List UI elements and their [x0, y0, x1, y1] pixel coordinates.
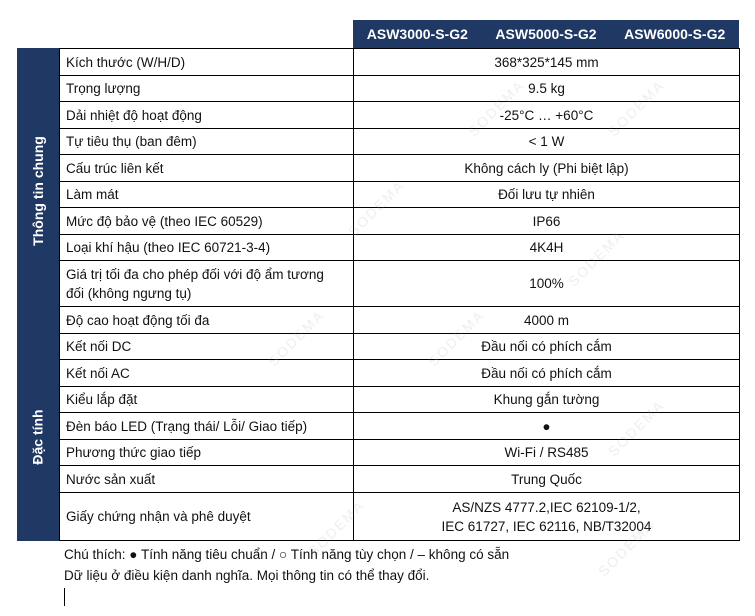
row-label: Giấy chứng nhận và phê duyệt — [60, 493, 354, 541]
row-label: Nước sản xuất — [60, 466, 354, 493]
disclaimer-note: Dữ liệu ở điều kiện danh nghĩa. Mọi thông tin có thể thay đổi. — [64, 568, 430, 583]
table-row — [60, 413, 740, 440]
spec-table — [59, 48, 740, 541]
watermark: SODEMA — [464, 76, 528, 140]
watermark: SODEMA — [424, 306, 488, 370]
watermark: SODEMA — [604, 396, 668, 460]
row-label: Độ cao hoạt động tối đa — [60, 307, 354, 334]
row-value: Đầu nối có phích cắm — [354, 334, 740, 360]
watermark: SODEMA — [594, 516, 658, 580]
table-row — [60, 155, 740, 182]
group-features-label: Đặc tính — [30, 409, 47, 465]
row-label-line-2: đối (không ngưng tụ) — [66, 285, 192, 301]
row-value: Không cách ly (Phi biệt lập) — [354, 155, 740, 182]
row-value: ● — [354, 413, 740, 440]
row-label: Kiểu lắp đặt — [60, 387, 354, 413]
row-value: 4K4H — [354, 235, 740, 261]
row-label: Kết nối DC — [60, 334, 354, 360]
watermark: SODEMA — [264, 306, 328, 370]
table-row — [60, 493, 740, 541]
table-row — [60, 76, 740, 102]
group-features — [17, 333, 59, 541]
row-value: 4000 m — [354, 307, 740, 334]
table-row — [60, 466, 740, 493]
row-value: 368*325*145 mm — [354, 49, 740, 76]
row-label: Kích thước (W/H/D) — [60, 49, 354, 76]
table-row — [60, 49, 740, 76]
row-label: Đèn báo LED (Trạng thái/ Lỗi/ Giao tiếp) — [60, 413, 354, 440]
row-value: Wi-Fi / RS485 — [354, 440, 740, 466]
watermark: SODEMA — [344, 176, 408, 240]
row-value-line-1: AS/NZS 4777.2,IEC 62109-1/2, — [452, 499, 641, 515]
table-row — [60, 387, 740, 413]
row-value — [354, 493, 740, 541]
row-value: Đối lưu tự nhiên — [354, 182, 740, 208]
table-row — [60, 360, 740, 387]
row-value: 100% — [354, 261, 740, 307]
table-row — [60, 334, 740, 360]
table-row — [60, 235, 740, 261]
row-value: Đầu nối có phích cắm — [354, 360, 740, 387]
group-general-label: Thông tin chung — [30, 135, 47, 246]
table-row — [60, 129, 740, 155]
row-label: Mức độ bảo vệ (theo IEC 60529) — [60, 208, 354, 235]
row-label: Tự tiêu thụ (ban đêm) — [60, 129, 354, 155]
row-value: 9.5 kg — [354, 76, 740, 102]
row-label: Cấu trúc liên kết — [60, 155, 354, 182]
row-value: IP66 — [354, 208, 740, 235]
group-general — [17, 48, 59, 333]
table-row — [60, 182, 740, 208]
row-label: Loại khí hậu (theo IEC 60721-3-4) — [60, 235, 354, 261]
text-cursor — [64, 588, 65, 606]
row-value-line-2: IEC 61727, IEC 62116, NB/T32004 — [441, 518, 652, 534]
table-row — [60, 208, 740, 235]
legend-note: Chú thích: ● Tính năng tiêu chuẩn / ○ Tính năng tùy chọn / – không có sẵn — [64, 547, 510, 562]
watermark: SODEMA — [304, 496, 368, 560]
model-column-1: ASW3000-S-G2 — [366, 26, 468, 42]
row-label: Dải nhiệt độ hoạt động — [60, 102, 354, 129]
row-label: Kết nối AC — [60, 360, 354, 387]
row-value: < 1 W — [354, 129, 740, 155]
table-row — [60, 261, 740, 307]
row-label: Trọng lượng — [60, 76, 354, 102]
row-value: Khung gắn tường — [354, 387, 740, 413]
footnotes — [64, 544, 509, 586]
table-row — [60, 440, 740, 466]
row-label-line-1: Giá trị tối đa cho phép đối với độ ẩm tương — [66, 266, 324, 282]
table-row — [60, 307, 740, 334]
table-row — [60, 102, 740, 129]
row-label: Phương thức giao tiếp — [60, 440, 354, 466]
model-header — [353, 20, 739, 48]
watermark: SODEMA — [604, 76, 668, 140]
row-value: Trung Quốc — [354, 466, 740, 493]
model-column-2: ASW5000-S-G2 — [495, 26, 597, 42]
watermark: SODEMA — [564, 226, 628, 290]
row-value: -25°C … +60°C — [354, 102, 740, 129]
row-label — [60, 261, 354, 307]
model-column-3: ASW6000-S-G2 — [624, 26, 726, 42]
row-label: Làm mát — [60, 182, 354, 208]
